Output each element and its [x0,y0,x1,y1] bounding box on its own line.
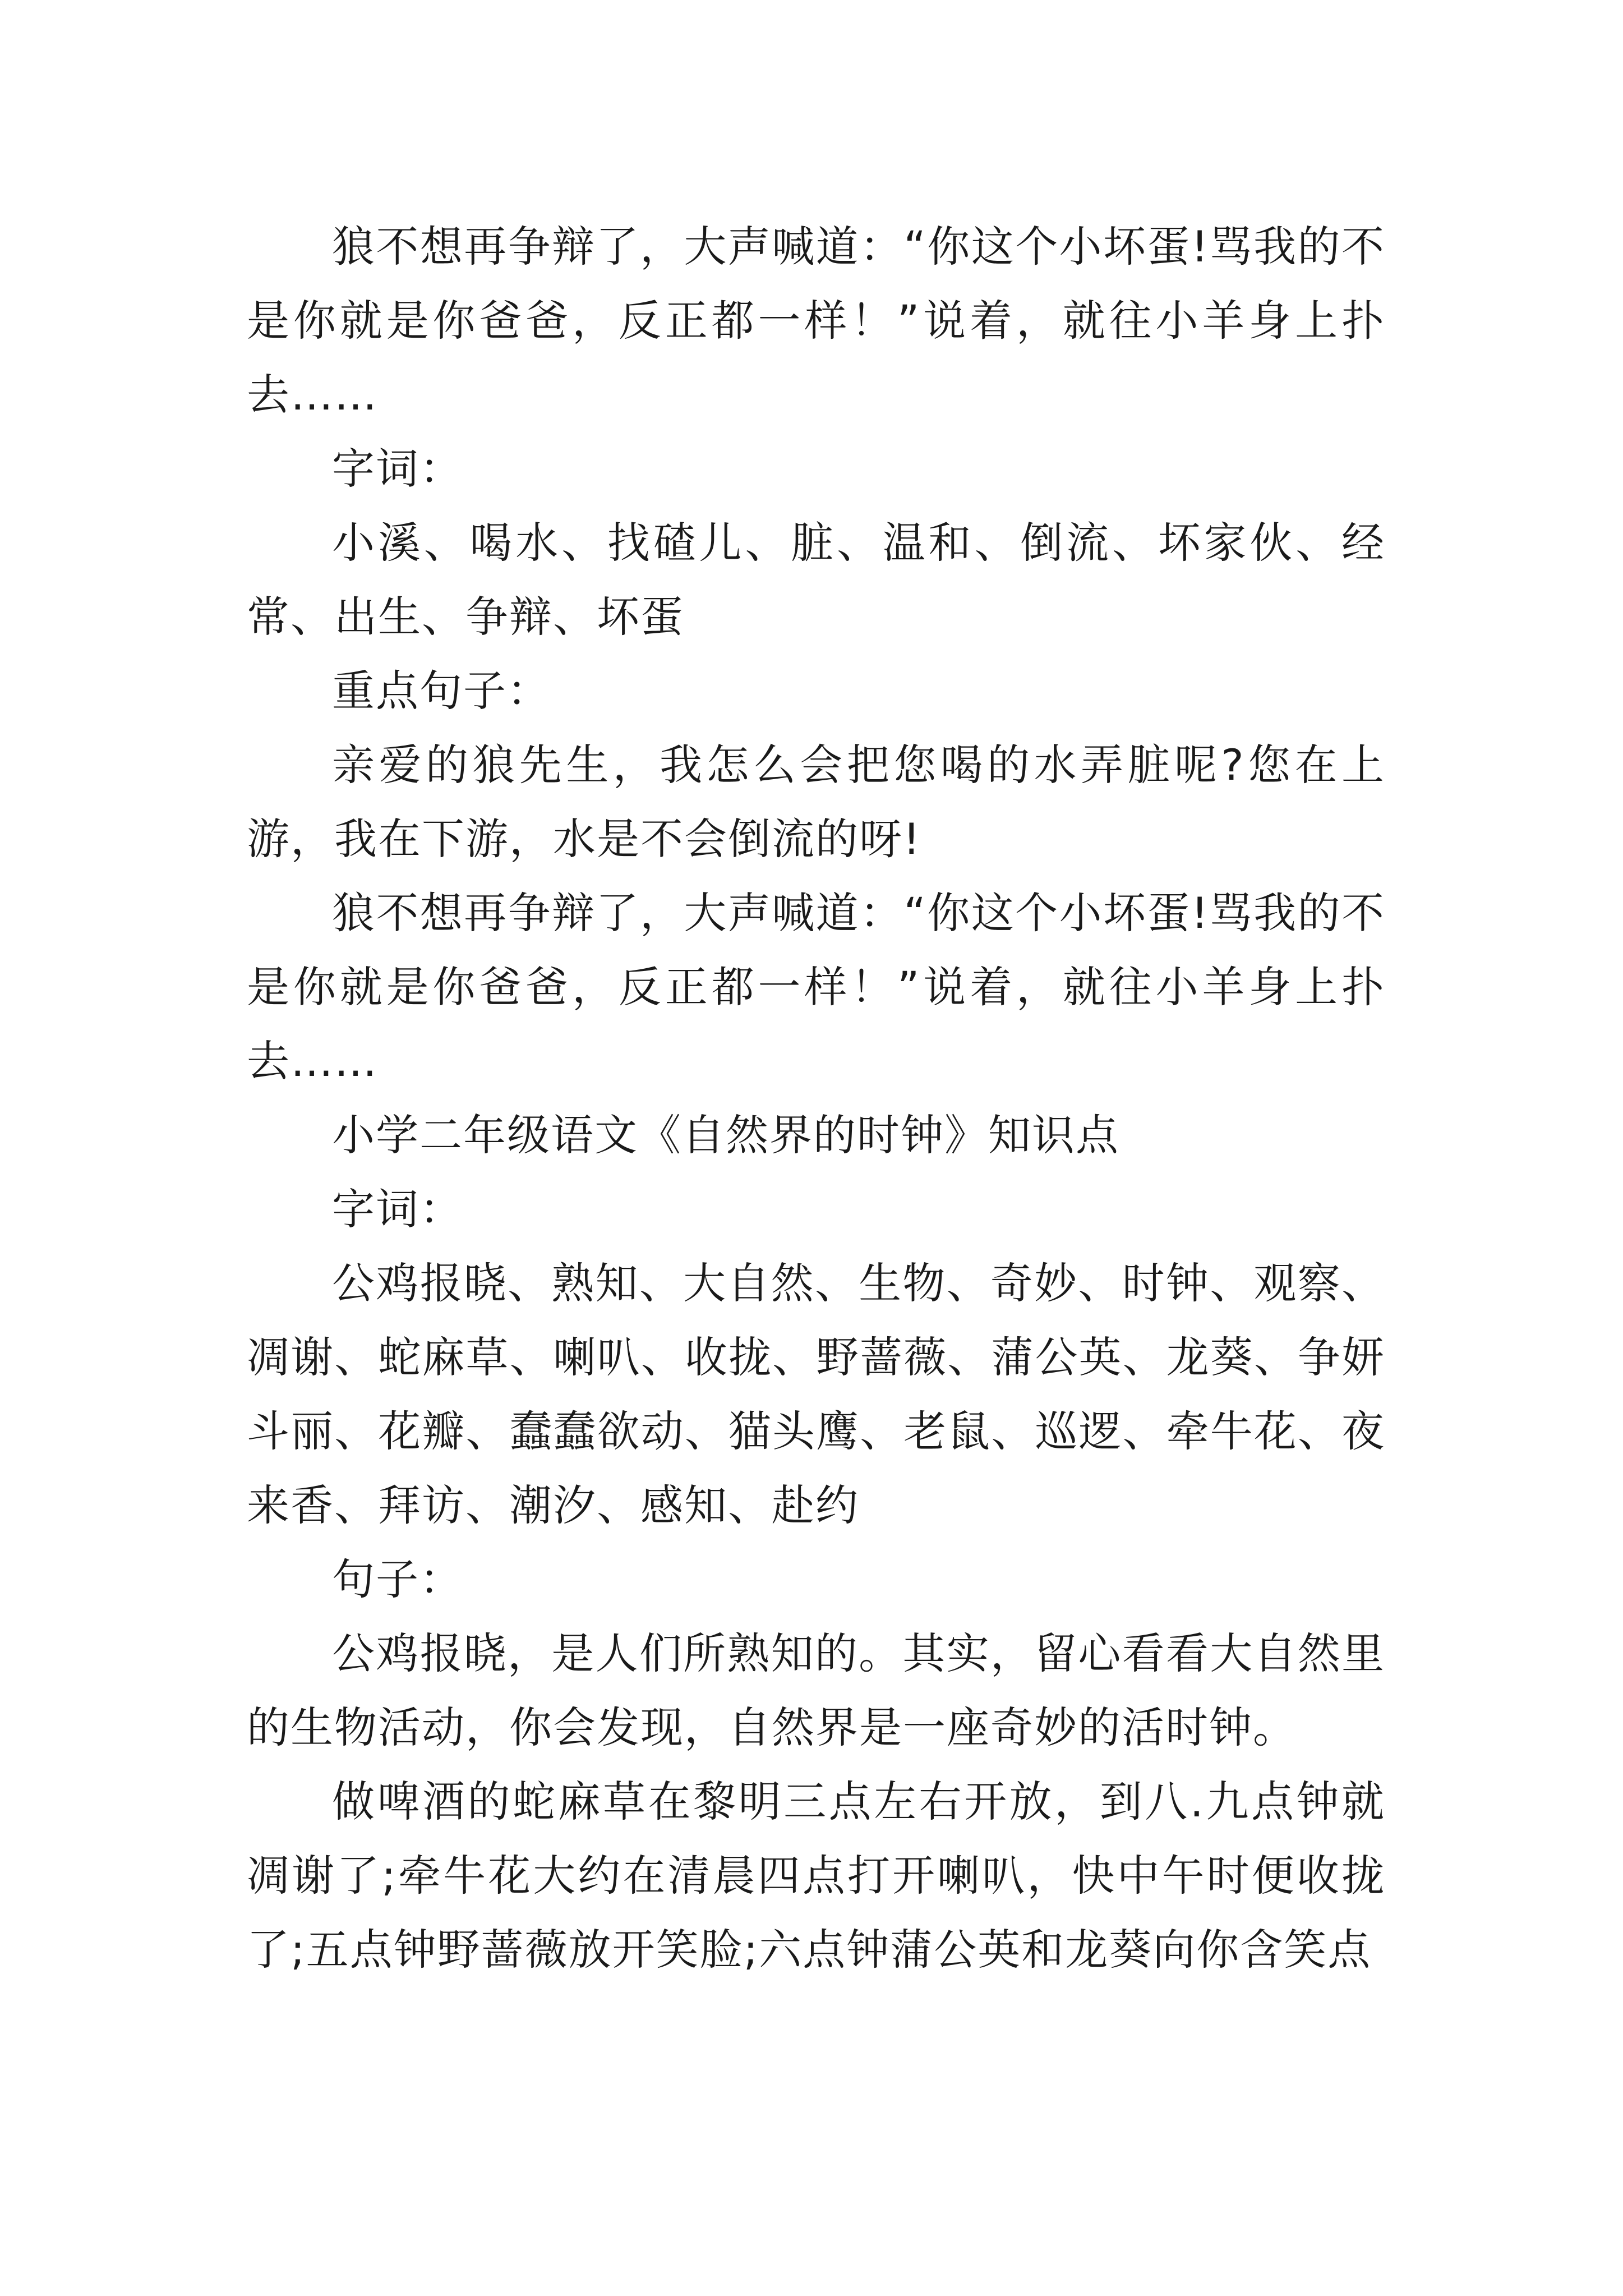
heading-sentences: 句子： [332,1554,463,1604]
paragraph-vocabulary-list: 小溪、喝水、找碴儿、脏、温和、倒流、坏家伙、经常、出生、争辩、坏蛋 [247,518,1385,642]
paragraph-rooster: 公鸡报晓，是人们所熟知的。其实，留心看看大自然里的生物活动，你会发现，自然界是一座奇妙的活时钟。 [247,1628,1385,1752]
heading-vocabulary: 字词： [332,444,463,494]
paragraph-lamb-reply: 亲爱的狼先生，我怎么会把您喝的水弄脏呢?您在上游，我在下游，水是不会倒流的呀! [247,740,1385,864]
document-body [247,210,1385,1987]
heading-vocabulary-2: 字词： [332,1184,463,1234]
section-title-nature-clock: 小学二年级语文《自然界的时钟》知识点 [332,1110,1119,1160]
paragraph-wolf-shout: 狼不想再争辩了，大声喊道：“你这个小坏蛋!骂我的不是你就是你爸爸，反正都一样！”说着，就往小羊身上扑去…… [247,222,1385,420]
paragraph-wolf-shout-repeat: 狼不想再争辩了，大声喊道：“你这个小坏蛋!骂我的不是你就是你爸爸，反正都一样！”说着，就往小羊身上扑去…… [247,888,1385,1086]
heading-key-sentences: 重点句子： [332,666,551,716]
paragraph-vocabulary-list-2: 公鸡报晓、熟知、大自然、生物、奇妙、时钟、观察、凋谢、蛇麻草、喇叭、收拢、野蔷薇、蒲公英、龙葵、争妍斗丽、花瓣、蠢蠢欲动、猫头鹰、老鼠、巡逻、牵牛花、夜来香、拜访、潮汐、感知、赴约 [247,1258,1385,1530]
paragraph-flowers: 做啤酒的蛇麻草在黎明三点左右开放，到八.九点钟就凋谢了;牵牛花大约在清晨四点打开喇叭，快中午时便收拢了;五点钟野蔷薇放开笑脸;六点钟蒲公英和龙葵向你含笑点 [247,1777,1385,1975]
